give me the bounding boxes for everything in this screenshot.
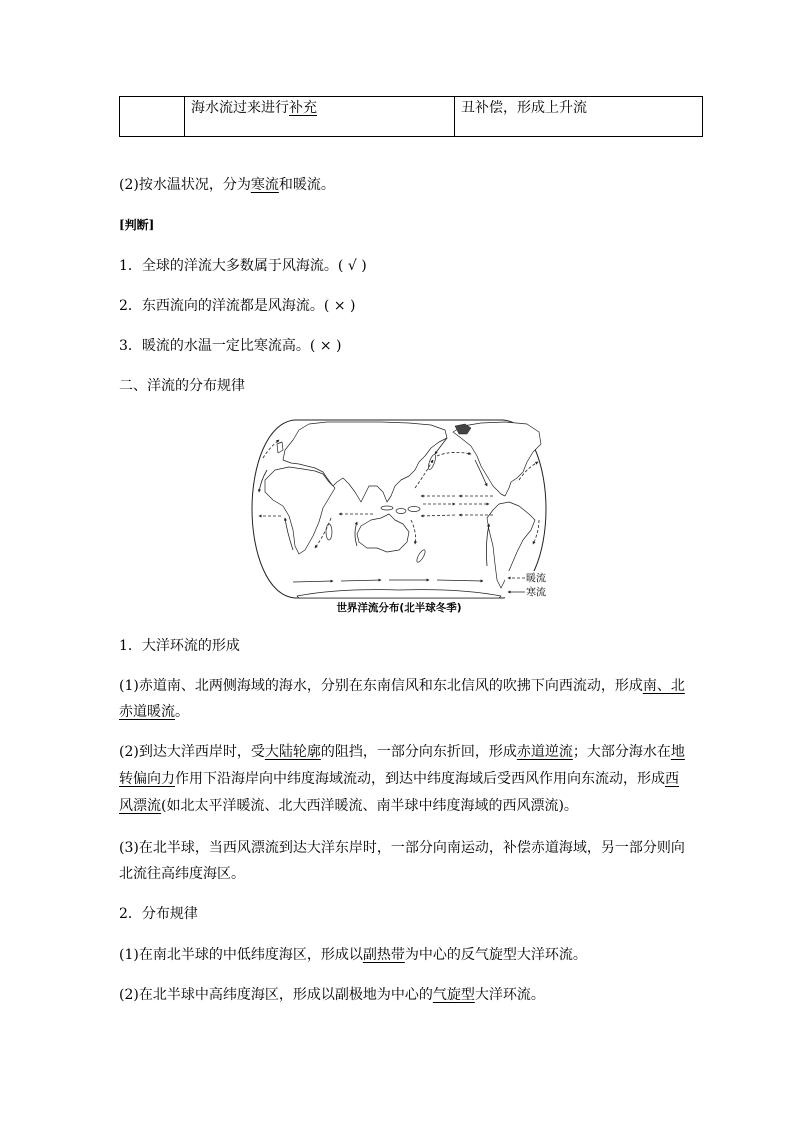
- text-run: 。: [175, 704, 189, 720]
- formation-paragraph-2: [119, 739, 685, 820]
- underlined-answer: 寒流: [250, 177, 279, 193]
- table-cell-result: [455, 97, 703, 137]
- underlined-answer: 赤道暖流: [119, 704, 175, 720]
- underlined-answer: 风漂流: [119, 798, 161, 814]
- text-run: 的阻挡，一部分向东折回，形成: [320, 744, 517, 760]
- text-line: [191, 98, 448, 118]
- text-run: (如北太平洋暖流、北大西洋暖流、南半球中纬度海域的西风漂流)。: [161, 798, 578, 814]
- ocean-current-map: [249, 416, 549, 602]
- island-new-guinea: [408, 507, 420, 512]
- map-caption: 世界洋流分布(北半球冬季): [336, 602, 462, 614]
- section-title: 二、洋流的分布规律: [119, 378, 245, 394]
- underlined-answer: 西: [665, 771, 679, 787]
- pattern-paragraph-1: [119, 945, 587, 965]
- pattern-paragraph-2: [119, 985, 545, 1005]
- text-run: (2)按水温状况，分为: [119, 177, 251, 193]
- text-run: 丑补偿，形成上升流: [461, 100, 587, 116]
- subsection-title: 1．大洋环流的形成: [119, 638, 240, 654]
- text-line: [119, 673, 685, 699]
- text-line: [119, 739, 685, 766]
- formation-paragraph-1: [119, 673, 685, 725]
- judge-item: 3．暖流的水温一定比寒流高。( × ): [119, 338, 342, 354]
- text-line: [119, 699, 685, 725]
- legend-cold-label: 寒流: [526, 587, 546, 599]
- text-run: 和暖流。: [278, 177, 335, 193]
- table-cell-description: [185, 97, 455, 137]
- table-cell-empty: [120, 97, 185, 137]
- text-line: [119, 945, 587, 965]
- text-run: (2)在北半球中高纬度海区，形成以副极地为中心的: [119, 987, 433, 1003]
- text-run: (2)到达大洋西岸时，受: [119, 744, 265, 760]
- judge-heading: [判断]: [119, 218, 155, 232]
- judge-item: 2．东西流向的洋流都是风海流。( × ): [119, 298, 356, 314]
- underlined-answer: 副热带: [362, 947, 405, 963]
- island-madagascar: [326, 524, 332, 540]
- table-cell-text: [191, 98, 448, 118]
- text-run: 为中心的反气旋型大洋环流。: [404, 947, 587, 963]
- continued-table: [119, 96, 703, 137]
- underlined-answer: 转偏向力: [119, 771, 175, 787]
- underlined-answer: 地: [670, 744, 685, 760]
- text-line: [119, 793, 685, 820]
- text-line: [119, 861, 685, 887]
- text-line: [119, 766, 685, 793]
- island-borneo: [396, 509, 406, 514]
- text-line: [461, 98, 696, 118]
- text-run: (3)在北半球，当西风漂流到达大洋东岸时，一部分向南运动，补偿赤道海域，另一部分则向: [119, 840, 685, 856]
- table-row: [120, 97, 703, 137]
- underlined-answer: 气旋型: [432, 987, 475, 1003]
- text-run: (1)赤道南、北两侧海域的海水，分别在东南信风和东北信风的吹拂下向西流动，形成: [119, 678, 643, 694]
- underlined-answer: 南、北: [642, 678, 685, 694]
- text-run: ；大部分海水在: [572, 744, 671, 760]
- island-sumatra: [381, 506, 393, 510]
- legend-warm-label: 暖流: [526, 573, 546, 585]
- subsection-title: 2．分布规律: [119, 906, 198, 922]
- table-cell-text: [461, 98, 696, 118]
- text-run: 北流往高纬度海区。: [119, 866, 245, 882]
- water-temperature-paragraph: [119, 175, 335, 195]
- text-run: 海水流过来进行: [191, 100, 289, 116]
- text-line: [119, 985, 545, 1005]
- text-line: [119, 175, 335, 195]
- text-run: 作用下沿海岸向中纬度海域流动，到达中纬度海域后受西风作用向东流动，形成: [175, 771, 665, 787]
- formation-paragraph-3: [119, 835, 685, 887]
- text-line: [119, 835, 685, 861]
- underlined-answer: 赤道逆流: [516, 744, 573, 760]
- map-legend: [505, 571, 548, 599]
- underlined-answer: 大陆轮廓: [264, 744, 321, 760]
- underlined-answer: 补充: [289, 100, 317, 116]
- text-run: (1)在南北半球的中低纬度海区，形成以: [119, 947, 363, 963]
- judge-item: 1．全球的洋流大多数属于风海流。( √ ): [119, 258, 367, 274]
- text-run: 大洋环流。: [474, 987, 545, 1003]
